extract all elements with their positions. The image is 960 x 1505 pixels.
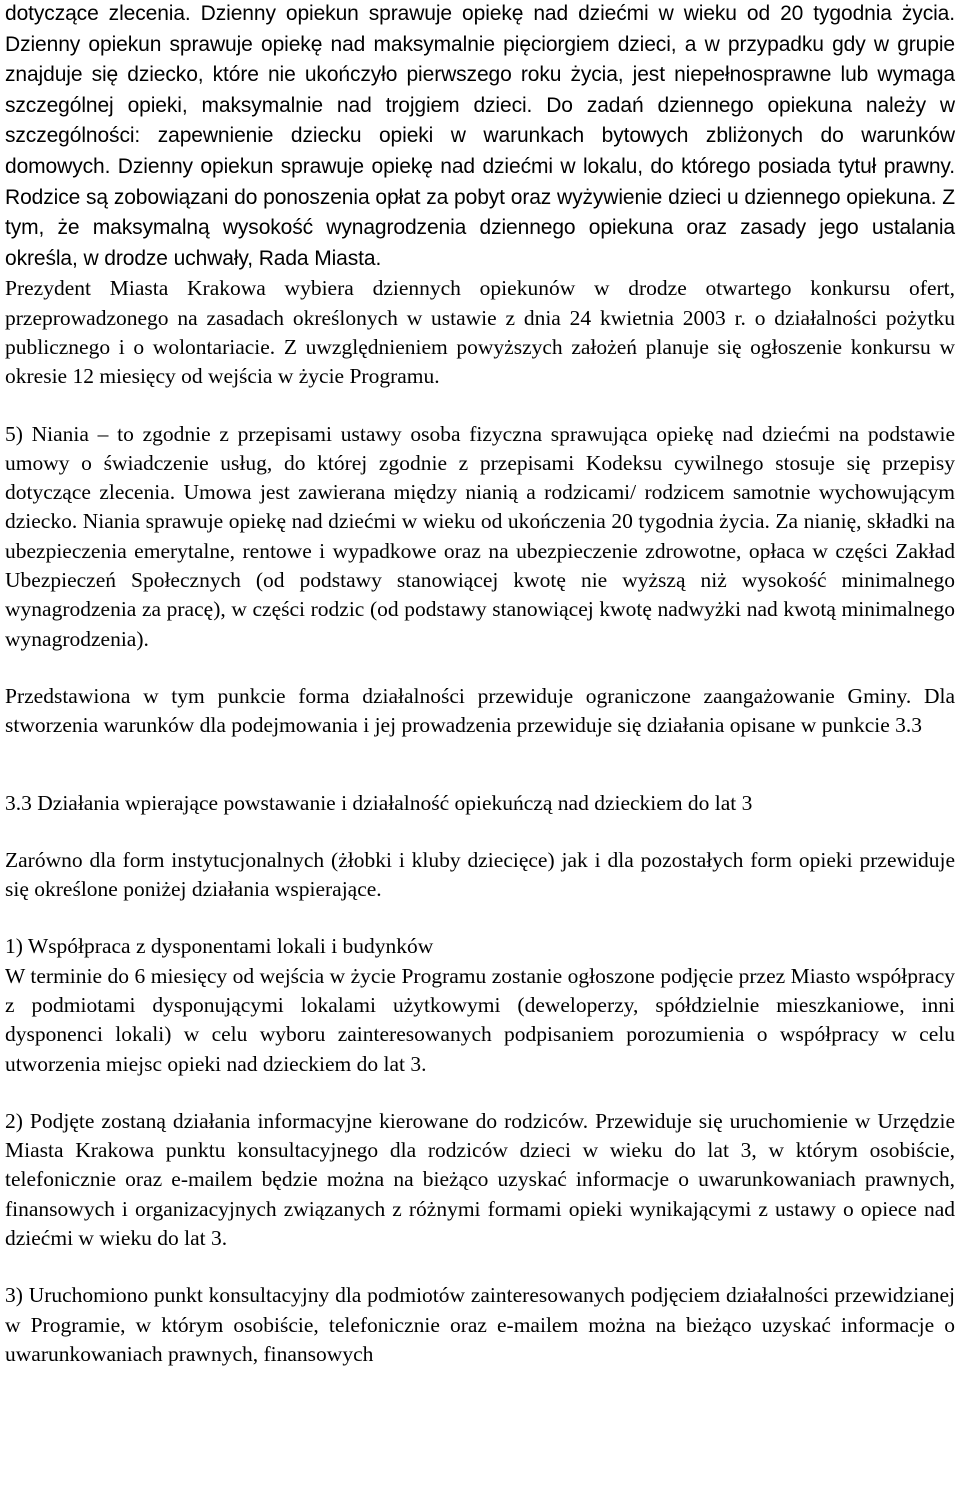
list-item-2: 2) Podjęte zostaną działania informacyjne kierowane do rodziców. Przewiduje się uruchomienie w Urzędzie Miasta Krakowa punktu konsultacyjnego dla rodziców dzieci w wieku do lat 3, w którym osobiście, telefonicznie oraz e-mailem będzie można na bieżąco uzyskać informacje o uwarunkowaniach prawnych, finansowych i organizacyjnych związanych z różnymi formami opieki wynikającymi z ustawy o opiece nad dziećmi w wieku do lat 3. [5, 1108, 955, 1251]
list-item-1-body: W terminie do 6 miesięcy od wejścia w życie Programu zostanie ogłoszone podjęcie przez Miasto współpracy z podmiotami dysponującymi lokalami użytkowymi (deweloperzy, spółdzielnie mieszkaniowe, inni dysponenci lokali) w celu wyboru zainteresowanych podpisaniem porozumienia o współpracy w celu utworzenia miejsc opieki nad dzieckiem do lat 3. [5, 963, 955, 1076]
document-page [5, 0, 955, 1369]
spacer [5, 392, 955, 420]
spacer [5, 818, 955, 846]
paragraph-dzienny-opiekun: dotyczące zlecenia. Dzienny opiekun sprawuje opiekę nad dziećmi w wieku od 20 tygodnia życia. Dzienny opiekun sprawuje opiekę nad maksymalnie pięciorgiem dzieci, a w przypadku gdy w grupie znajduje się dziecko, które nie ukończyło pierwszego roku życia, jest niepełnosprawne lub wymaga szczególnej opieki, maksymalnie nad trojgiem dzieci. Do zadań dziennego opiekuna należy w szczególności: zapewnienie dziecku opieki w warunkach bytowych zbliżonych do warunków domowych. Dzienny opiekun sprawuje opiekę nad dziećmi w lokalu, do którego posiada tytuł prawny. Rodzice są zobowiązani do ponoszenia opłat za pobyt oraz wyżywienie dzieci u dziennego opiekuna. Z tym, że maksymalną wysokość wynagrodzenia dziennego opiekuna oraz zasady jego ustalania określa, w drodze uchwały, Rada Miasta. [5, 2, 955, 270]
paragraph-zarowno: Zarówno dla form instytucjonalnych (żłobki i kluby dziecięce) jak i dla pozostałych form opieki przewiduje się określone poniżej działania wspierające. [5, 847, 955, 902]
list-item-1-title: 1) Współpraca z dysponentami lokali i budynków [5, 934, 434, 959]
spacer [5, 654, 955, 682]
paragraph-forma-dzialalnosci: Przedstawiona w tym punkcie forma działalności przewiduje ograniczone zaangażowanie Gminy. Dla stworzenia warunków dla podejmowania i jej prowadzenia przewiduje się działania opisane w punkcie 3.3 [5, 683, 955, 738]
list-item-3: 3) Uruchomiono punkt konsultacyjny dla podmiotów zainteresowanych podjęciem działalności przewidzianej w Programie, w którym osobiście, telefonicznie oraz e-mailem można na bieżąco uzyskać informacje o uwarunkowaniach prawnych, finansowych [5, 1283, 955, 1366]
spacer [5, 904, 955, 932]
spacer [5, 1253, 955, 1281]
paragraph-prezydent-konkurs: Prezydent Miasta Krakowa wybiera dziennych opiekunów w drodze otwartego konkursu ofert, przeprowadzonego na zasadach określonych w ustawie z dnia 24 kwietnia 2003 r. o działalności pożytku publicznego i o wolontariacie. Z uwzględnieniem powyższych założeń planuje się ogłoszenie konkursu w okresie 12 miesięcy od wejścia w życie Programu. [5, 276, 955, 389]
spacer [5, 741, 955, 789]
section-heading-3-3: 3.3 Działania wpierające powstawanie i działalność opiekuńczą nad dzieckiem do lat 3 [5, 790, 753, 815]
paragraph-niania: 5) Niania – to zgodnie z przepisami ustawy osoba fizyczna sprawująca opiekę nad dziećmi na podstawie umowy o świadczenie usług, do której zgodnie z przepisami Kodeksu cywilnego stosuje się przepisy dotyczące zlecenia. Umowa jest zawierana między nianią a rodzicami/ rodzicem samotnie wychowującym dziecko. Niania sprawuje opiekę nad dziećmi w wieku od ukończenia 20 tygodnia życia. Za nianię, składki na ubezpieczenia emerytalne, rentowe i wypadkowe oraz na ubezpieczenie zdrowotne, opłaca w części Zakład Ubezpieczeń Społecznych (od podstawy stanowiącej kwotę nie wyższą niż wysokość minimalnego wynagrodzenia za pracę), w części rodzic (od podstawy stanowiącej kwotę nadwyżki nad kwotą minimalnego wynagrodzenia). [5, 421, 955, 651]
spacer [5, 1079, 955, 1107]
